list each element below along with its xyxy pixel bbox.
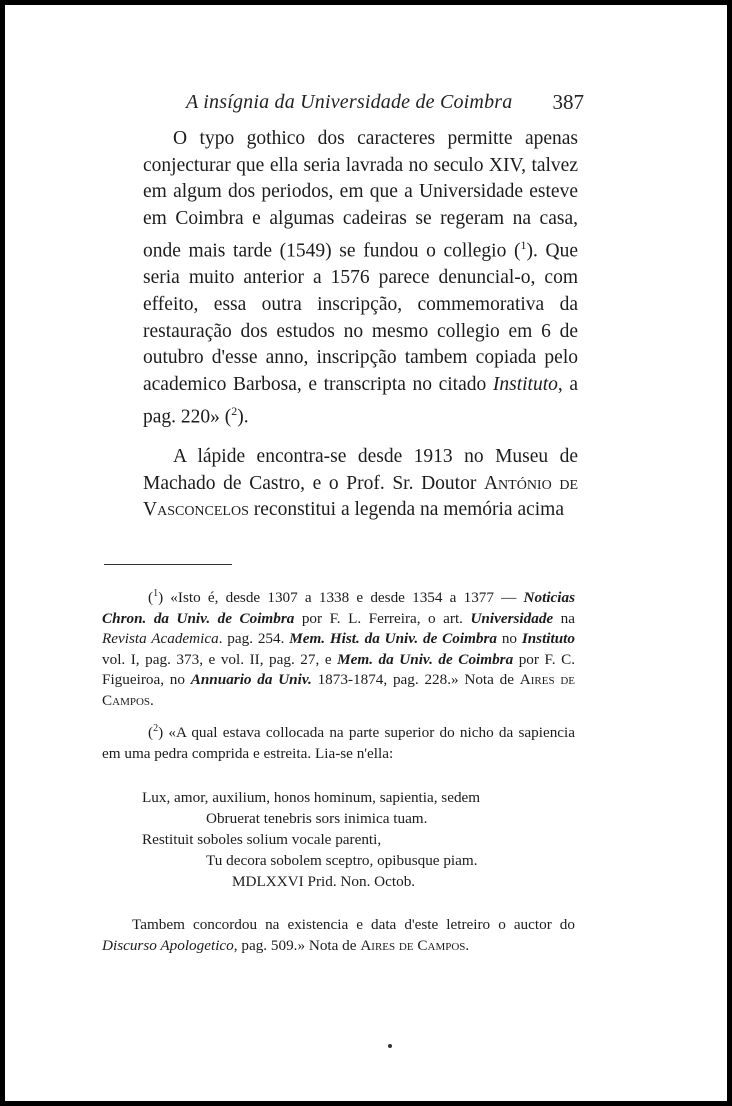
- p1-text-3: , a pag. 220» (: [143, 373, 579, 428]
- fn1-mark: ($^1$): [148, 588, 164, 607]
- p2-text-2: reconstitui a legenda na memória acima: [248, 499, 565, 521]
- fn1-m: por F. C. Figueiroa, no: [102, 650, 576, 689]
- fn1-end: .: [150, 691, 154, 709]
- paragraph-2: [143, 444, 578, 524]
- closing-a: Tambem concordou na existencia e data d'este letreiro o auctor do: [132, 916, 575, 933]
- fn1-a: «Isto é, desde 1307 a 1338 e desde 1354 a 1377 —: [163, 589, 524, 607]
- footnote-2: [102, 719, 575, 764]
- inscription-verse: [102, 787, 575, 892]
- paragraph-1: [143, 126, 578, 432]
- fn1-k: vol. I, pag. 373, e vol. II, pag. 27, e: [102, 650, 338, 668]
- closing-b: Discurso Apologetico: [102, 937, 234, 954]
- closing-author: Aires de Campos: [360, 937, 466, 954]
- fn2-text: «A qual estava collocada na parte superior do nicho da sapiencia em uma pedra comprida e estreita. Lia-se n'ella:: [102, 724, 575, 762]
- fn1-g: . pag. 254.: [218, 630, 290, 648]
- p2-text-1: A lápide encontra-se desde 1913 no Museu de Machado de Castro, e o Prof. Sr. Doutor: [143, 446, 578, 494]
- verse-line-3: Restituit soboles solium vocale parenti,: [142, 831, 382, 848]
- bottom-dot: [388, 1044, 392, 1048]
- fn1-o: 1873-1874, pag. 228.» Nota de: [311, 671, 520, 689]
- verse-line-5: MDLXXVI Prid. Non. Octob.: [232, 873, 416, 890]
- fn1-j: Instituto: [521, 630, 575, 648]
- fn1-f: Revista Academica: [102, 630, 219, 648]
- fn2-mark-number: 2: [153, 723, 159, 734]
- fn1-n: Annuario da Univ.: [190, 671, 312, 689]
- closing-end: .: [465, 937, 470, 954]
- fn1-mark-number: 1: [153, 588, 159, 599]
- running-header: [100, 88, 584, 118]
- p1-text-4: ).: [237, 406, 249, 428]
- fn1-l: Mem. da Univ. de Coimbra: [337, 650, 514, 668]
- p1-footnote-ref-2[interactable]: 2: [231, 404, 238, 419]
- verse-line-4: Tu decora sobolem sceptro, opibusque piam.: [206, 852, 478, 869]
- fn1-e: na: [553, 609, 575, 627]
- verse-line-2: Obruerat tenebris sors inimica tuam.: [206, 810, 428, 827]
- fn1-c: por F. L. Ferreira, o art.: [294, 609, 471, 627]
- p2-author-name: António de Vasconcelos: [143, 472, 578, 521]
- p1-instituto: Instituto: [492, 373, 558, 395]
- page-number: 387: [552, 90, 584, 114]
- fn1-d: Universidade: [470, 609, 554, 627]
- footnote-1: [102, 584, 575, 711]
- p1-footnote-ref-1[interactable]: 1: [520, 238, 527, 253]
- fn2-mark: ($^2$): [148, 723, 164, 742]
- p1-text-1: O typo gothico dos caracteres permitte apenas conjecturar que ella seria lavrada no seculo XIV, talvez em algum dos periodos, em que a Universidade esteve em Coimbra e algumas cadeiras se regeram na casa, onde mais tarde (1549) se fundou o collegio (: [143, 128, 578, 262]
- verse-line-1: Lux, amor, auxilium, honos hominum, sapientia, sedem: [142, 789, 481, 806]
- running-title: A insígnia da Universidade de Coimbra: [186, 91, 513, 113]
- closing-c: , pag. 509.» Nota de: [233, 937, 361, 954]
- fn1-b: Noticias Chron. da Univ. de Coimbra: [102, 589, 575, 627]
- fn1-i: no: [497, 630, 522, 648]
- fn1-author: Aires de Campos: [102, 671, 575, 709]
- footnote-rule: [104, 564, 232, 565]
- p1-text-2: ). Que seria muito anterior a 1576 parece denuncial-o, com effeito, essa outra inscripção, commemorativa da restauração dos estudos no mesmo collegio em 6 de outubro d'esse anno, inscripção tambem copiada pelo academico Barbosa, e transcripta no citado: [143, 240, 578, 395]
- fn1-h: Mem. Hist. da Univ. de Coimbra: [289, 630, 498, 648]
- closing-note: [102, 914, 575, 956]
